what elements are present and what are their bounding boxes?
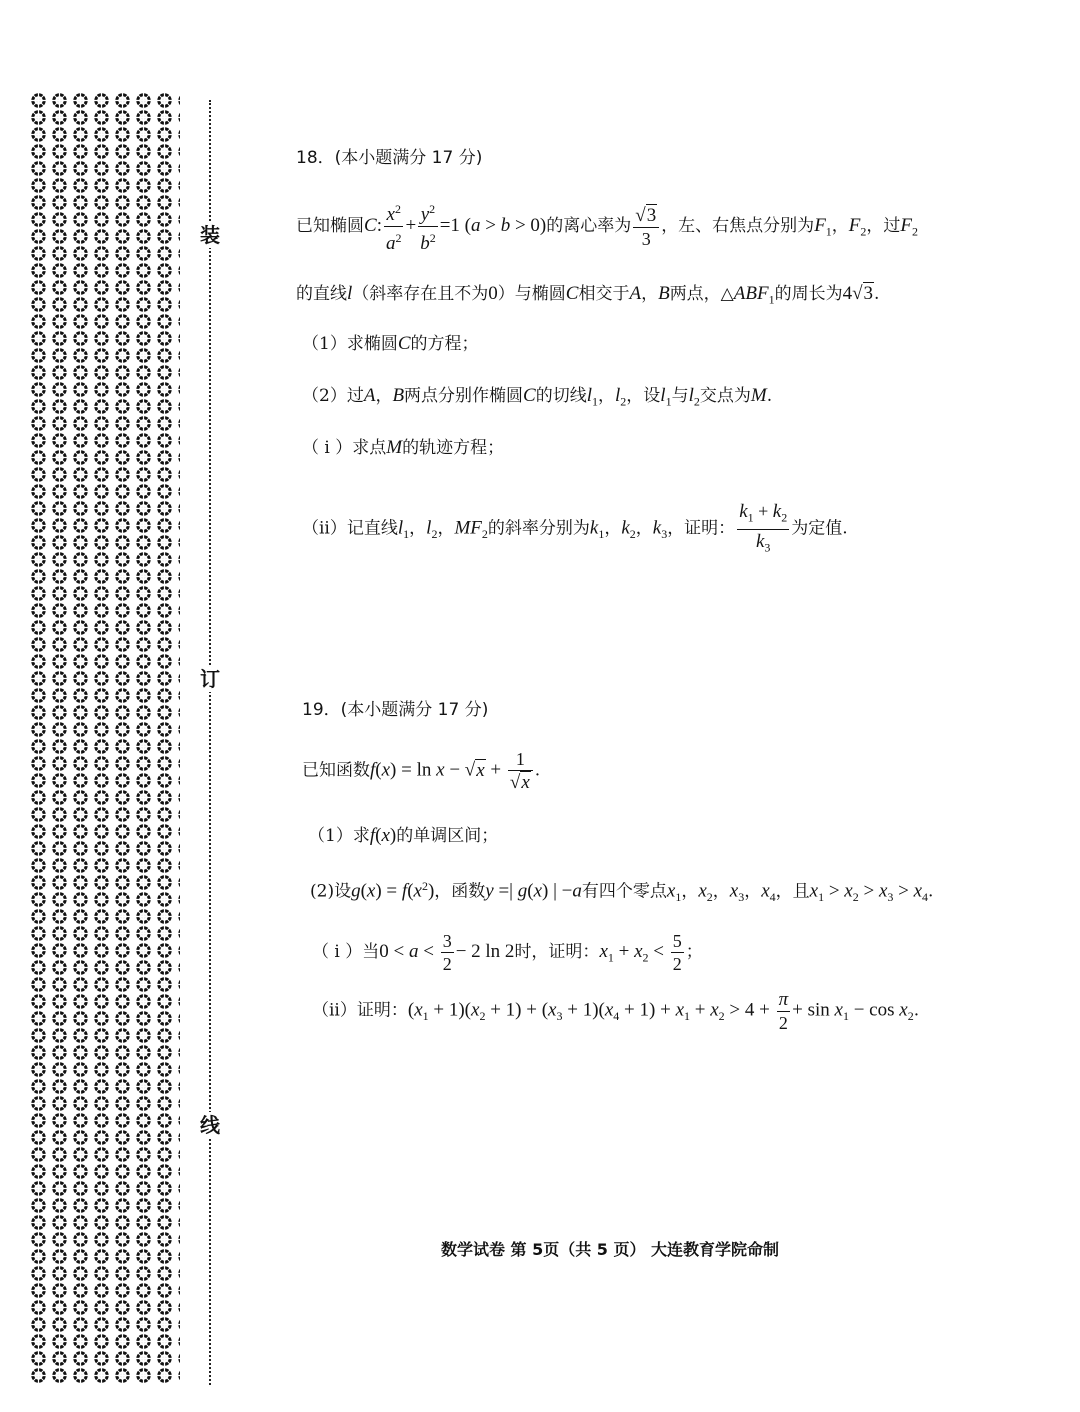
q18-part2-i: （ i ）求点M的轨迹方程； — [302, 437, 505, 458]
page-footer: 数学试卷 第 5页（共 5 页） 大连教育学院命制 — [440, 1240, 780, 1259]
q18-part2-ii: （ii）记直线$l_1$，$l_2$，$MF_2$的斜率分别为$k_1$，$k_2$，$k_3$，证明： $\frac{k_1 + k_2}{k_3}$ 为定值. — [302, 501, 848, 555]
q18-line2: 的直线l（斜率存在且不为0）与椭圆C相交于A，B两点，$\triangle ABF_1$的周长为4√3. — [296, 283, 880, 307]
q18-part2: （2）过A，B两点分别作椭圆C的切线$l_1$，$l_2$，设$l_1$与$l_2$交点为M. — [302, 385, 773, 409]
q19-part1: （1）求f(x)的单调区间； — [308, 825, 499, 846]
q19-intro: 已知函数f(x) = ln x − √x + $\frac{1}{√x}$ . — [302, 749, 541, 793]
q18-heading: 18．(本小题满分 17 分) — [296, 148, 483, 168]
q19-part2: (2)设$g(x) = f(x^2)$，函数y =| g(x) | −a有四个零点$x_1$，$x_2$，$x_3$，$x_4$，且$x_1 > x_2 > x_3 > x_4$. — [310, 879, 934, 905]
binding-char-ding: 订 — [200, 667, 220, 691]
binding-char-xian: 线 — [200, 1113, 220, 1137]
binding-char-zhuang: 装 — [200, 223, 220, 247]
q19-part2-i: （ i ）当0 < a < $\frac{3}{2}$ − 2 ln 2时，证明：$x_1 + x_2$ < $\frac{5}{2}$ ； — [312, 931, 703, 974]
q18-part1: （1）求椭圆C的方程； — [302, 333, 479, 354]
q19-part2-ii: （ii）证明：$(x_1 + 1)(x_2 + 1) + (x_3 + 1)(x_4 + 1) + x_1 + x_2 > 4$ + $\frac{\pi}{2}$ + $\sin x_1 - \cos x_2$. — [312, 989, 920, 1033]
q18-intro: 已知椭圆C: $\frac{x^2}{a^2}$ + $\frac{y^2}{b^2}$ =1 (a > b > 0)的离心率为 $\frac{√3}{3}$ ，左、右焦点分别为$F_1$，$F_2$，过$F_2$ — [296, 198, 918, 255]
q19-heading: 19．(本小题满分 17 分) — [302, 700, 489, 720]
